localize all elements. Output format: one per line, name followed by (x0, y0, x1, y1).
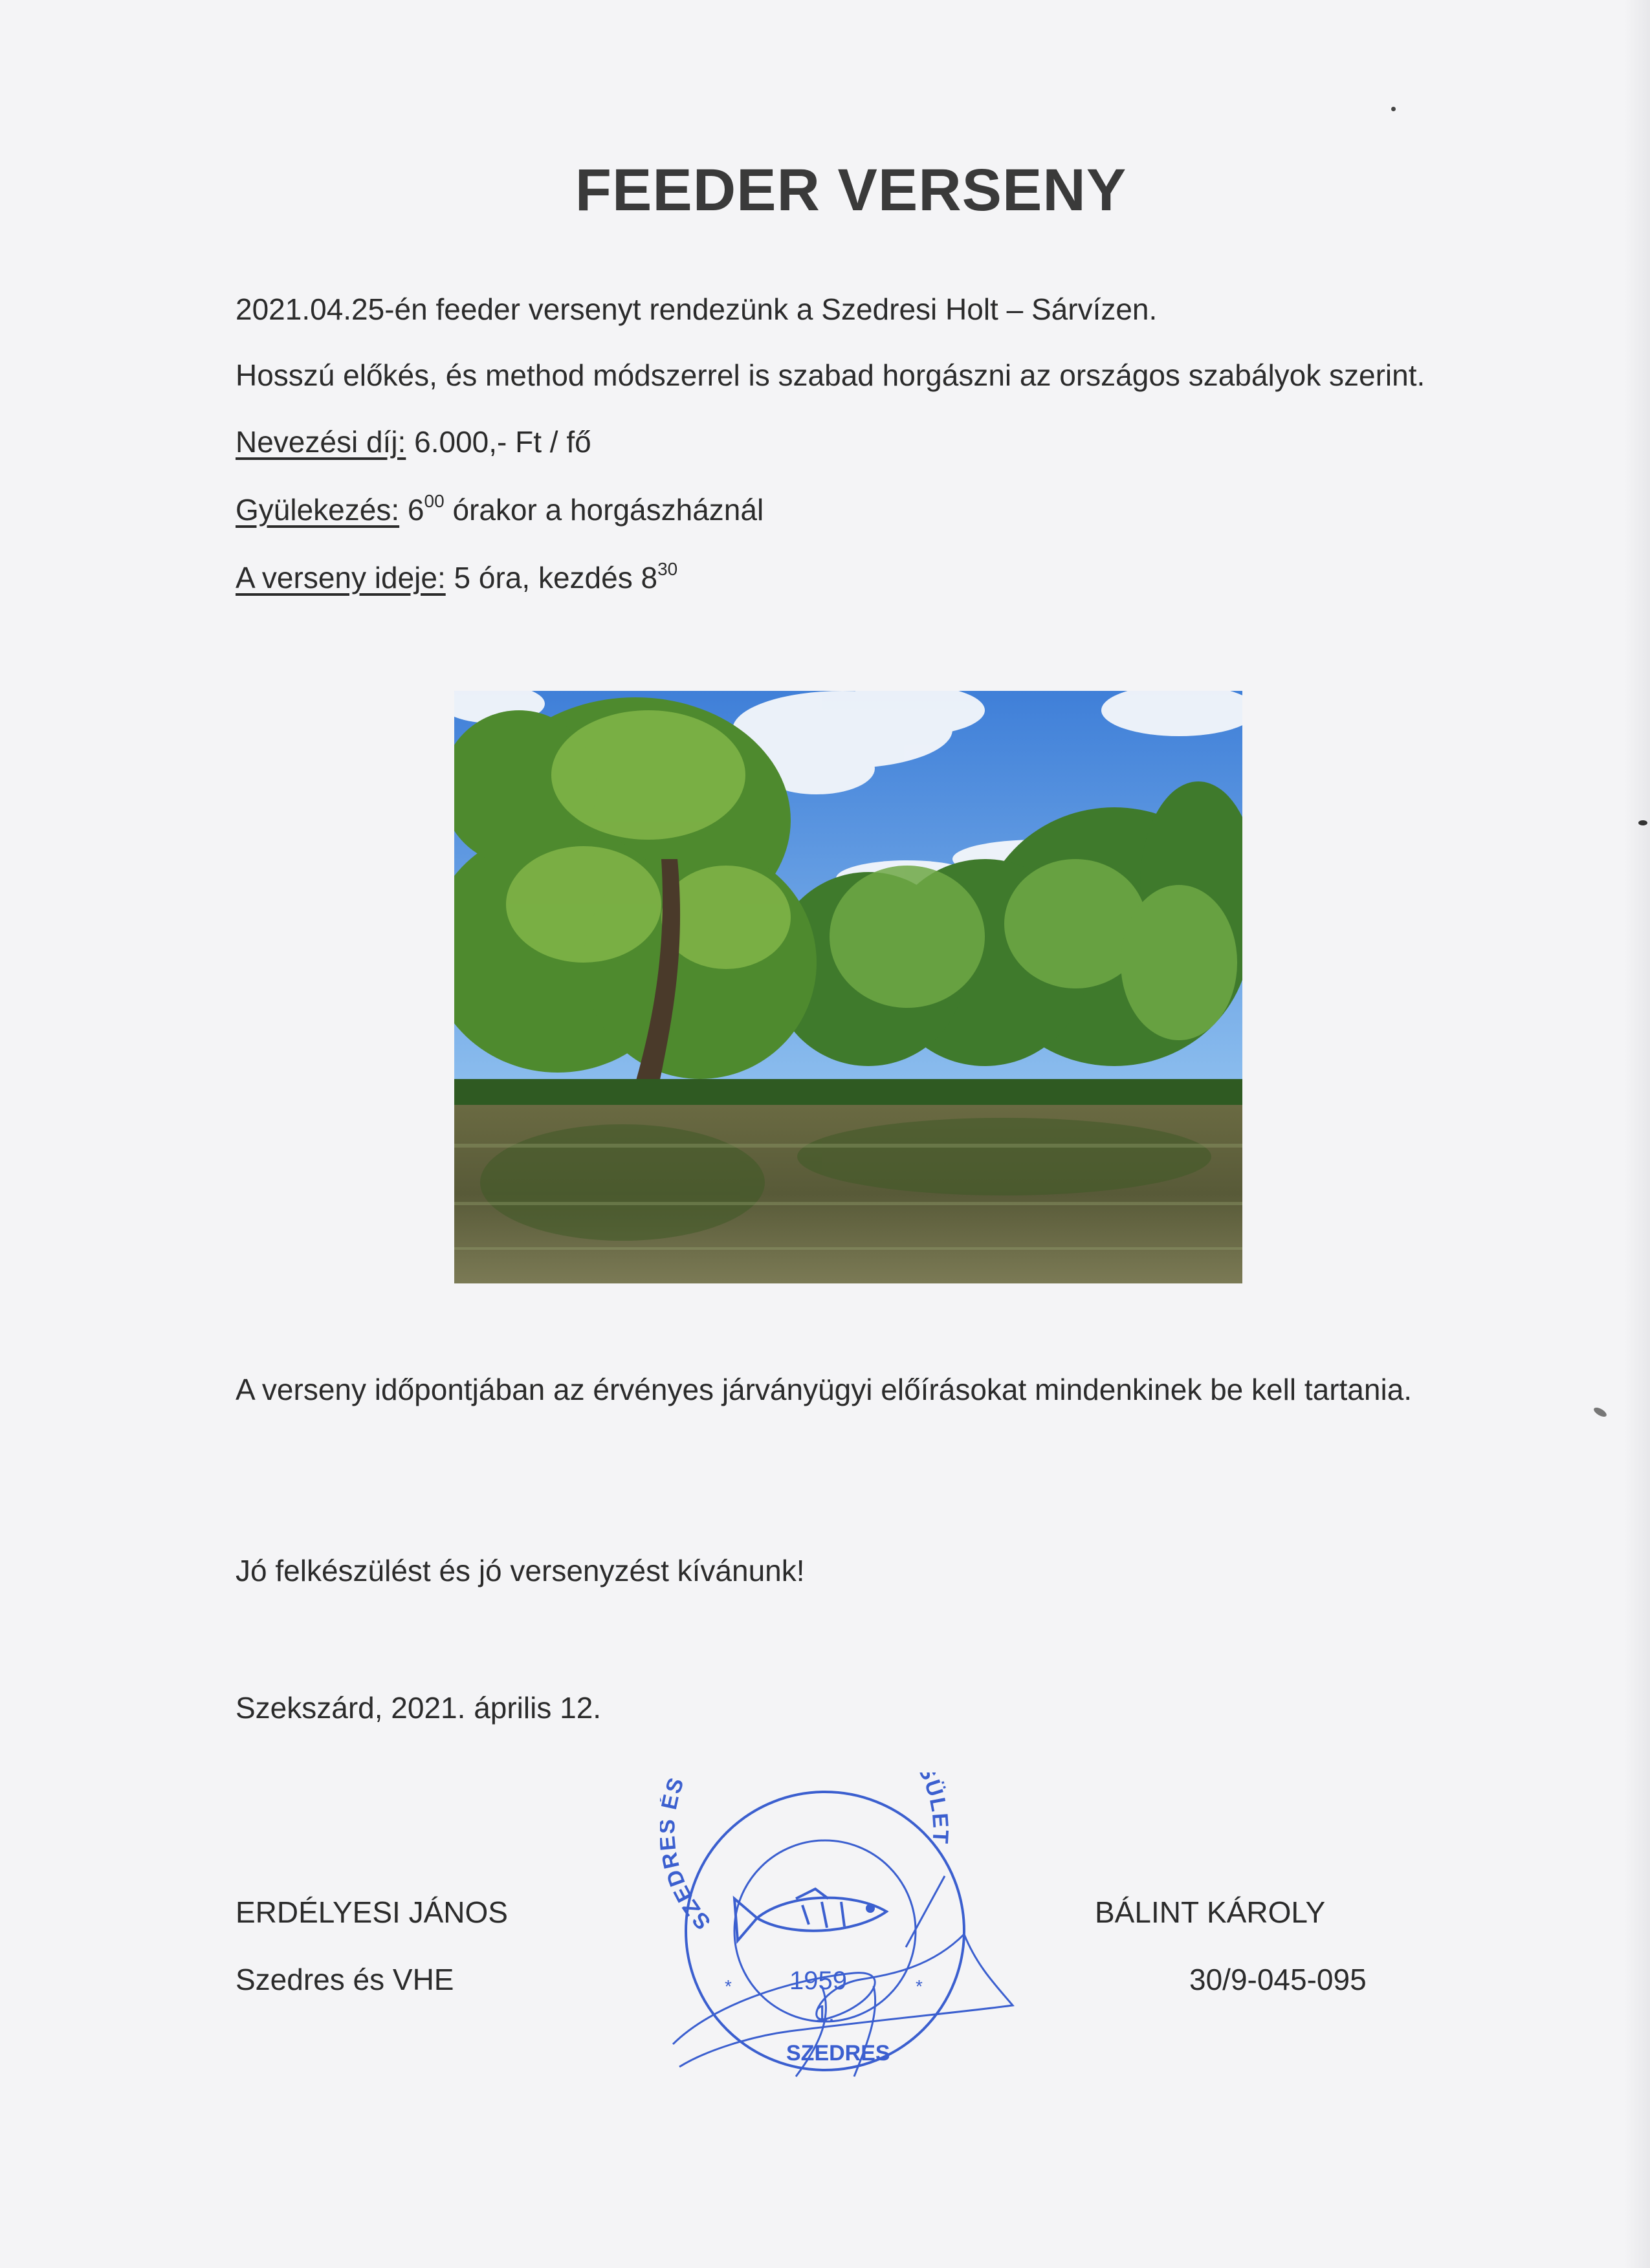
duration-label: A verseny ideje: (236, 561, 446, 594)
stamp-number: 1. (815, 2000, 835, 2027)
signer-right-name: BÁLINT KÁROLY (1095, 1895, 1326, 1929)
gathering-hour: 6 (407, 493, 424, 527)
signer-left-name: ERDÉLYESI JÁNOS (236, 1895, 508, 1929)
scan-speck (1391, 107, 1396, 111)
gathering-rest: órakor a horgászháznál (452, 493, 764, 527)
stamp-star-icon: * (725, 1976, 732, 1996)
svg-text:SZEDRES ÉS VIDÉKE HORGÁSZEGYES (660, 1772, 953, 1934)
place-and-date: Szekszárd, 2021. április 12. (236, 1691, 602, 1725)
gathering-label: Gyülekezés: (236, 493, 400, 527)
closing-wish: Jó felkészülést és jó versenyzést kívánunk! (236, 1554, 805, 1587)
stamp-seal-icon (660, 1772, 1022, 2109)
intro-line-1: 2021.04.25-én feeder versenyt rendezünk a Szedresi Holt – Sárvízen. (236, 292, 1158, 326)
entry-fee-value: 6.000,- Ft / fő (414, 425, 591, 459)
stamp-year: 1959 (789, 1967, 847, 1995)
regulation-notice: A verseny időpontjában az érvényes járványügyi előírásokat mindenkinek be kell tartania. (236, 1373, 1413, 1406)
fish-icon (734, 1889, 886, 1941)
stamp-star-icon: * (916, 1976, 923, 1996)
gathering-minutes: 00 (424, 490, 445, 511)
duration-line (236, 560, 677, 596)
signer-right-phone: 30/9-045-095 (1189, 1963, 1367, 1996)
stamp-ring-text: SZED S ÜLET (661, 1773, 953, 1935)
page-title: FEEDER VERSENY (575, 157, 1127, 223)
intro-line-2: Hosszú előkés, és method módszerrel is szabad horgászni az országos szabályok szerint. (236, 358, 1425, 392)
scan-speck (1638, 820, 1647, 825)
scan-speck (1592, 1406, 1608, 1419)
entry-fee-label: Nevezési díj: (236, 425, 406, 459)
entry-fee-line (236, 424, 591, 460)
lake-with-trees-icon (454, 691, 1242, 1283)
duration-text: 5 óra, kezdés 8 (454, 561, 658, 594)
scan-page-edge (1624, 0, 1650, 2268)
lake-photo (454, 691, 1242, 1283)
gathering-line (236, 492, 764, 528)
association-stamp (660, 1772, 1022, 2109)
duration-minutes: 30 (657, 558, 678, 579)
signer-left-org: Szedres és VHE (236, 1963, 454, 1996)
stamp-town: SZEDRES (786, 2041, 890, 2066)
